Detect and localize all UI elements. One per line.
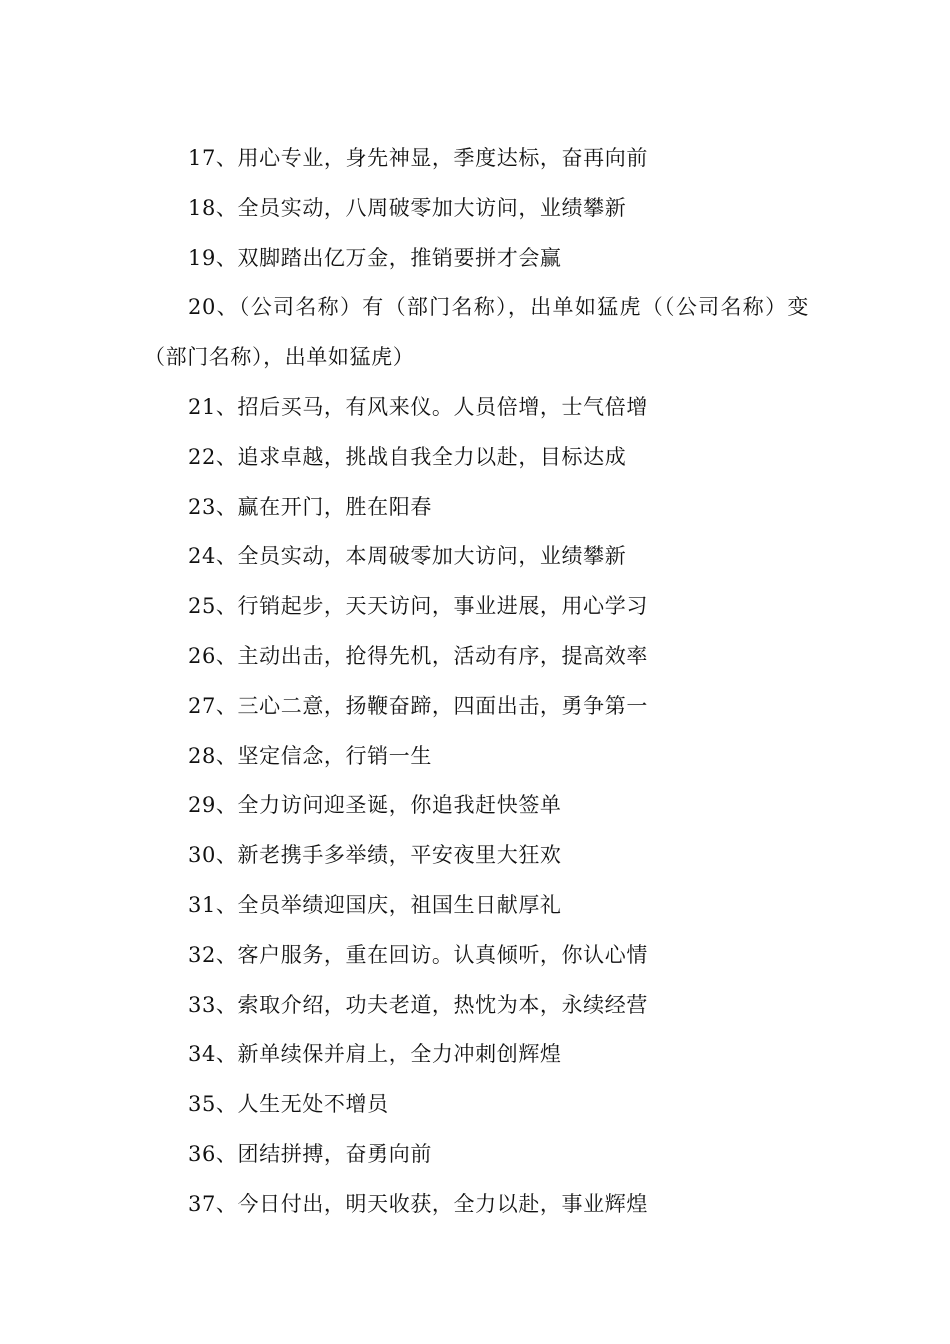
slogan-item-17: 17、用心专业，身先神显，季度达标，奋再向前 — [188, 146, 648, 170]
slogan-item-30: 30、新老携手多举绩，平安夜里大狂欢 — [188, 843, 562, 868]
slogan-item-21: 21、招后买马，有风来仪。人员倍增，士气倍增 — [188, 394, 648, 419]
slogan-item-24: 24、全员实动，本周破零加大访问，业绩攀新 — [188, 544, 627, 569]
slogan-item-29: 29、全力访问迎圣诞，你追我赶快签单 — [188, 793, 562, 818]
slogan-item-23: 23、赢在开门，胜在阳春 — [188, 494, 432, 519]
slogan-item-33: 33、索取介绍，功夫老道，热忱为本，永续经营 — [188, 992, 648, 1017]
slogan-item-19: 19、双脚踏出亿万金，推销要拼才会赢 — [188, 245, 562, 270]
slogan-item-31: 31、全员举绩迎国庆，祖国生日献厚礼 — [188, 892, 562, 917]
slogan-item-22: 22、追求卓越，挑战自我全力以赴，目标达成 — [188, 444, 627, 469]
slogan-item-37: 37、今日付出，明天收获，全力以赴，事业辉煌 — [188, 1191, 648, 1216]
slogan-item-34: 34、新单续保并肩上，全力冲刺创辉煌 — [188, 1042, 562, 1067]
slogan-item-25: 25、行销起步，天天访问，事业进展，用心学习 — [188, 594, 648, 619]
slogan-item-18: 18、全员实动，八周破零加大访问，业绩攀新 — [188, 195, 627, 220]
slogan-item-27: 27、三心二意，扬鞭奋蹄，四面出击，勇争第一 — [188, 693, 648, 718]
slogan-item-32: 32、客户服务，重在回访。认真倾听，你认心情 — [188, 942, 648, 967]
slogan-item-36: 36、团结拼搏，奋勇向前 — [188, 1141, 432, 1166]
slogan-item-35: 35、人生无处不增员 — [188, 1092, 389, 1117]
slogan-list — [144, 134, 809, 1230]
slogan-item-28: 28、坚定信念，行销一生 — [188, 743, 432, 768]
slogan-item-20: 20、（公司名称）有（部门名称），出单如猛虎（（公司名称）变（部门名称），出单如猛虎） — [144, 295, 809, 370]
slogan-item-26: 26、主动出击，抢得先机，活动有序，提高效率 — [188, 643, 648, 668]
